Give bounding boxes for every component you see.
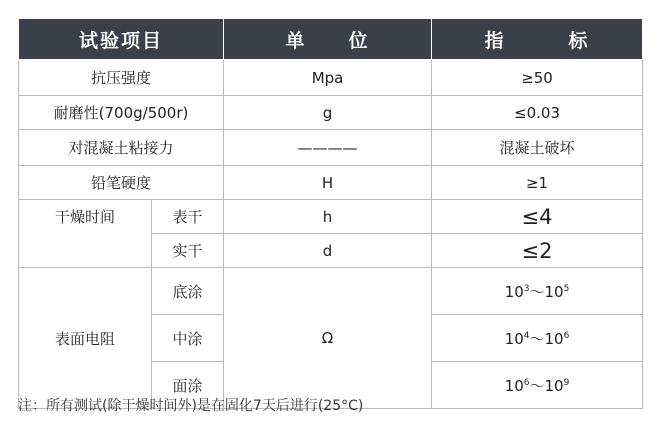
cell-unit: Mpa [224, 60, 432, 96]
table-row [19, 96, 643, 130]
cell-spec: 混凝土破坏 [432, 130, 643, 166]
table-row [19, 60, 643, 96]
exponent-text: 6 [523, 377, 530, 388]
cell-item: 铅笔硬度 [19, 166, 224, 200]
base-text: 10 [544, 282, 564, 301]
cell-spec: ≤4 [432, 200, 643, 234]
cell-item: 抗压强度 [19, 60, 224, 96]
cell-spec: ≥50 [432, 60, 643, 96]
cell-subitem: 面涂 [152, 362, 224, 409]
cell-unit: d [224, 234, 432, 268]
table-row [19, 130, 643, 166]
header-spec: 指 标 [432, 19, 643, 60]
table-row [19, 268, 643, 315]
base-text: 10 [504, 329, 524, 348]
base-text: 10 [544, 329, 564, 348]
cell-unit: Ω [224, 268, 432, 409]
exponent-text: 9 [563, 377, 570, 388]
cell-subitem: 中涂 [152, 315, 224, 362]
exponent-text: 6 [563, 330, 570, 341]
cell-unit: g [224, 96, 432, 130]
range-separator: ～ [529, 282, 545, 301]
cell-spec: ≥1 [432, 166, 643, 200]
cell-item: 干燥时间 [19, 200, 152, 268]
exponent-text: 4 [523, 330, 530, 341]
cell-spec [432, 362, 643, 409]
cell-subitem: 表干 [152, 200, 224, 234]
cell-item: 对混凝土粘接力 [19, 130, 224, 166]
table-row [19, 166, 643, 200]
cell-unit: H [224, 166, 432, 200]
header-unit: 单 位 [224, 19, 432, 60]
cell-subitem: 底涂 [152, 268, 224, 315]
range-separator: ～ [529, 376, 545, 395]
base-text: 10 [544, 376, 564, 395]
cell-subitem: 实干 [152, 234, 224, 268]
base-text: 10 [504, 282, 524, 301]
base-text: 10 [504, 376, 524, 395]
header-item: 试验项目 [19, 19, 224, 60]
header-row [19, 19, 643, 60]
cell-spec: ≤0.03 [432, 96, 643, 130]
cell-item: 耐磨性(700g/500r) [19, 96, 224, 130]
spec-table-container [18, 18, 642, 409]
cell-unit: ———— [224, 130, 432, 166]
range-separator: ～ [529, 329, 545, 348]
exponent-text: 5 [563, 283, 570, 294]
spec-table [18, 18, 643, 409]
cell-spec: ≤2 [432, 234, 643, 268]
cell-spec [432, 315, 643, 362]
table-row [19, 200, 643, 234]
cell-spec [432, 268, 643, 315]
cell-item: 表面电阻 [19, 268, 152, 409]
footnote: 注：所有测试(除干燥时间外)是在固化7天后进行(25°C) [18, 398, 364, 414]
cell-unit: h [224, 200, 432, 234]
exponent-text: 3 [523, 283, 530, 294]
